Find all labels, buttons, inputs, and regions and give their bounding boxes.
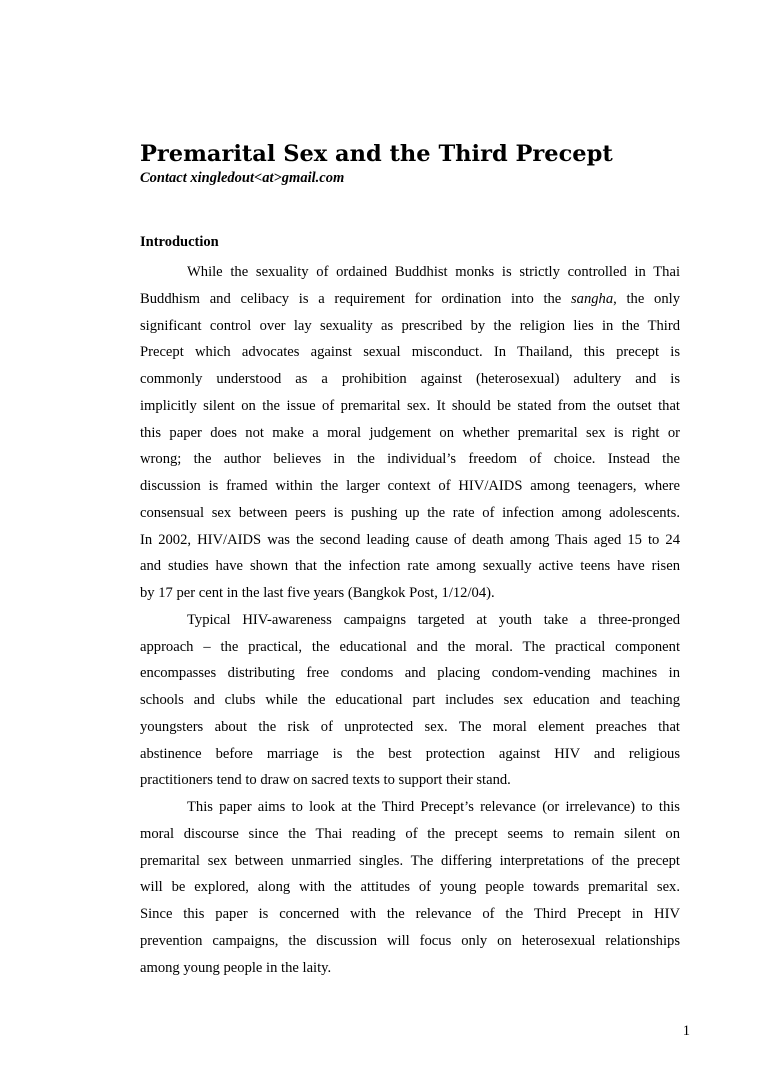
text-line: schools and clubs while the educational part includes sex education and teaching [140,692,680,708]
text-line: practitioners tend to draw on sacred texts to support their stand. [140,772,511,789]
paragraph-2 [140,607,680,794]
contact-line: Contact xingledout<at>gmail.com [140,170,345,186]
text-line [140,286,680,313]
text-line: While the sexuality of ordained Buddhist monks is strictly controlled in Thai [187,264,680,280]
text-line: this paper does not make a moral judgement on whether premarital sex is right or [140,424,680,441]
text-line: implicitly silent on the issue of premarital sex. It should be stated from the outset that [140,397,680,414]
text-line: will be explored, along with the attitudes of young people towards premarital sex. [140,879,680,896]
text-line: abstinence before marriage is the best protection against HIV and religious [140,745,680,762]
text-line: among young people in the laity. [140,959,332,976]
text-line: youngsters about the risk of unprotected sex. The moral element preaches that [140,718,680,735]
text-line: encompasses distributing free condoms and placing condom-vending machines in [140,665,680,682]
paragraph-1 [140,259,680,607]
section-heading-introduction: Introduction [140,234,219,250]
text-line: wrong; the author believes in the individual’s freedom of choice. Instead the [140,451,680,468]
page-number: 1 [682,1023,690,1039]
text-line: approach – the practical, the educational and the moral. The practical component [140,638,680,655]
text-span: Buddhism and celibacy is a requirement for ordination into the [140,290,571,307]
paragraph-3 [140,794,680,981]
text-line: Precept which advocates against sexual misconduct. In Thailand, this precept is [140,344,680,361]
text-line: Typical HIV-awareness campaigns targeted at youth take a three-pronged [187,611,680,628]
text-line: commonly understood as a prohibition against (heterosexual) adultery and is [140,371,680,387]
text-line: moral discourse since the Thai reading of the precept seems to remain silent on [140,825,680,842]
text-line: significant control over lay sexuality as prescribed by the religion lies in the Third [140,317,680,334]
text-line: prevention campaigns, the discussion will focus only on heterosexual relationships [140,932,680,949]
text-span: , the only [613,290,680,307]
text-line: by 17 per cent in the last five years (Bangkok Post, 1/12/04). [140,585,495,601]
body-text [140,259,680,981]
text-line: In 2002, HIV/AIDS was the second leading cause of death among Thais aged 15 to 24 [140,531,680,548]
text-line: This paper aims to look at the Third Precept’s relevance (or irrelevance) to this [187,799,680,815]
paper-title: Premarital Sex and the Third Precept [140,141,613,167]
text-line: Since this paper is concerned with the relevance of the Third Precept in HIV [140,906,680,922]
text-line: premarital sex between unmarried singles. The differing interpretations of the precept [140,852,680,869]
text-line: consensual sex between peers is pushing up the rate of infection among adolescents. [140,504,680,521]
italic-term-sangha: sangha [570,290,614,307]
text-line: and studies have shown that the infection rate among sexually active teens have risen [140,558,680,575]
text-line: discussion is framed within the larger context of HIV/AIDS among teenagers, where [140,478,680,494]
